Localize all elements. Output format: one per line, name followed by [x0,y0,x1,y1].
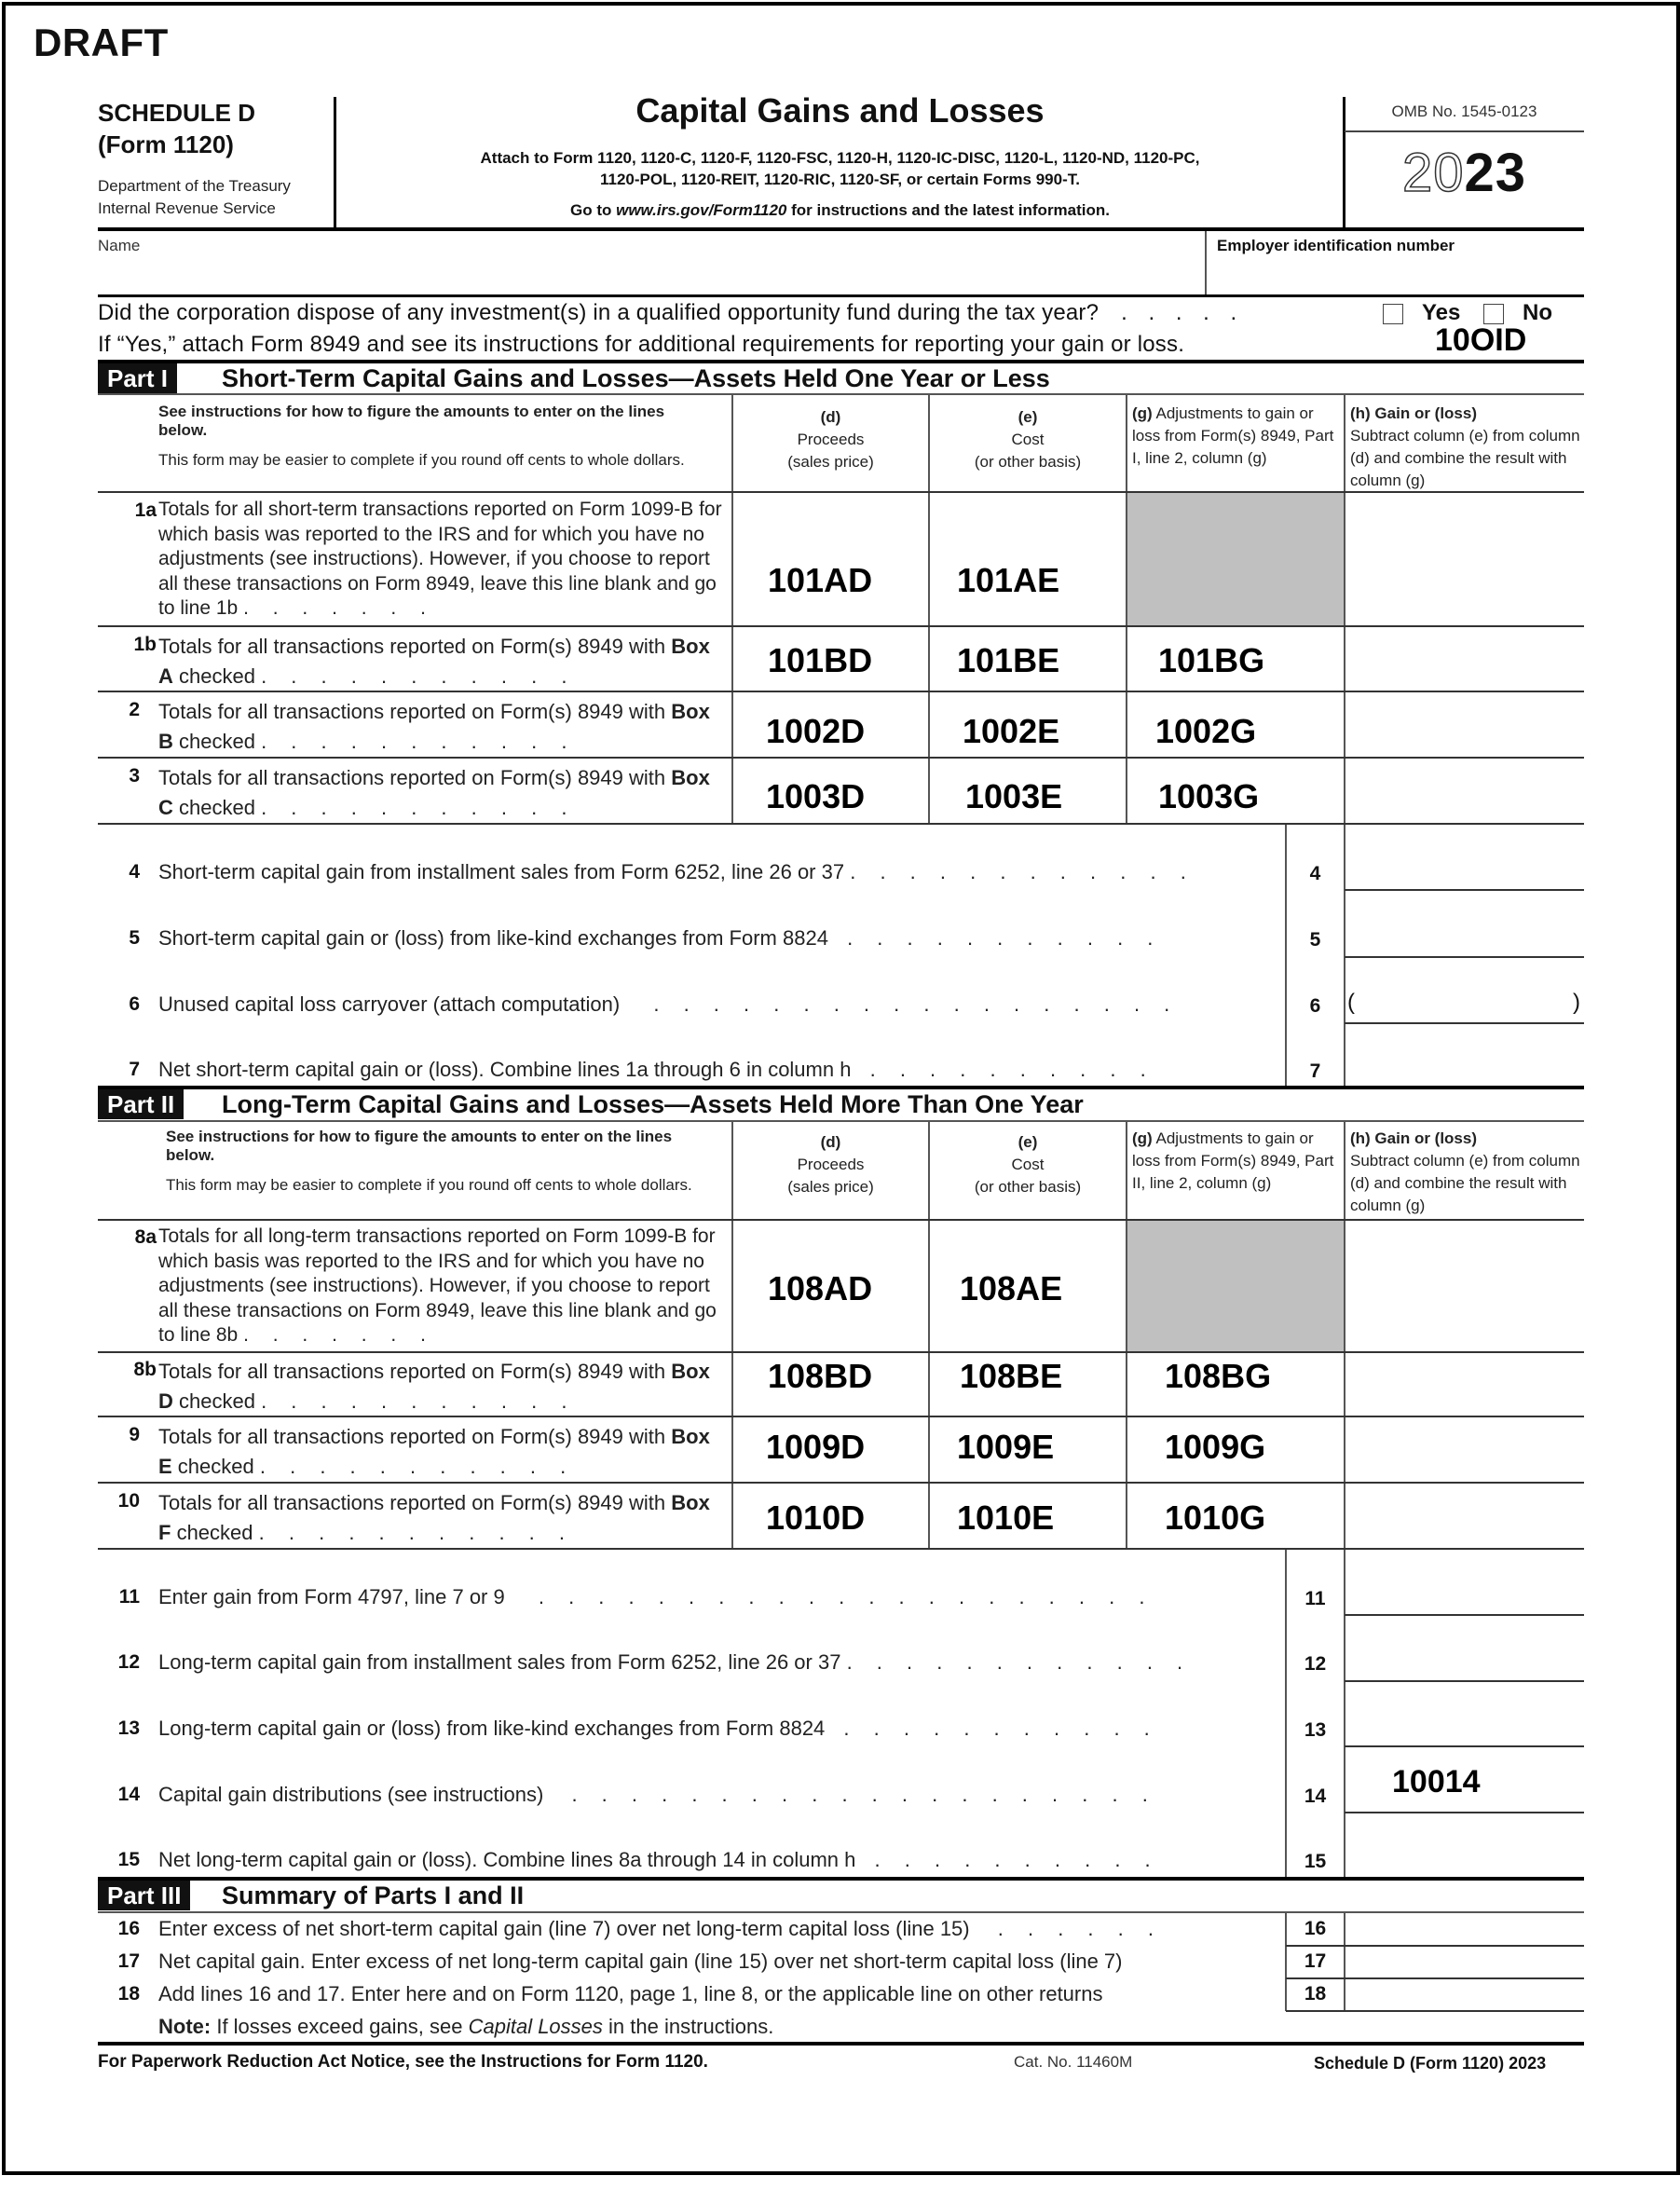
col-e-line2: (or other basis) [974,453,1082,471]
line-5-desc: Short-term capital gain or (loss) from like-kind exchanges from Form 8824 [158,926,828,950]
line-9-dots: . . . . . . . . . . . [259,1455,576,1478]
line-3-h-input[interactable] [1345,759,1584,823]
line-number-3: 3 [129,765,140,787]
line-1b-g-value[interactable]: 101BG [1158,641,1265,679]
p2-col-h-desc: Subtract column (e) from column (d) and combine the result with column (g) [1350,1152,1580,1214]
line-4-text [158,859,1195,884]
line-7-input[interactable] [1345,1024,1584,1086]
part2-instr-plain: This form may be easier to complete if you round off cents to whole dollars. [166,1176,692,1194]
part2-label: Part II [98,1089,184,1119]
line-8b-e-value[interactable]: 108BE [960,1357,1063,1395]
col-g-header [1132,403,1343,470]
line-9-text [158,1422,717,1482]
line-16-desc: Enter excess of net short-term capital gain (line 7) over net long-term capital loss (line 15) [158,1917,970,1940]
line-number-5: 5 [129,927,140,949]
line-15-box-number: 15 [1304,1851,1327,1872]
qof-no-checkbox[interactable] [1483,304,1504,324]
p2-col-e-border [928,1120,930,1549]
col-e-line1: Cost [1011,431,1045,448]
line-10-checked: checked [171,1521,253,1544]
dept-line1: Department of the Treasury [98,177,291,195]
line-2-g-value[interactable]: 1002G [1155,712,1257,750]
line-5-dots: . . . . . . . . . . . [847,926,1163,950]
goto-prefix: Go to [569,201,617,219]
line-3-dots: . . . . . . . . . . . [261,796,577,819]
line-11-text [158,1584,1154,1609]
p1-col-e-border [928,393,930,824]
omb-rule [1345,130,1584,132]
line-11-box-number: 11 [1304,1588,1326,1609]
ein-input[interactable] [1211,259,1580,293]
irs-link[interactable]: www.irs.gov/Form1120 [616,201,787,219]
ein-divider [1205,231,1207,296]
line-2-desc: Totals for all transactions reported on Form(s) 8949 with [158,700,672,723]
line-number-8b: 8b [133,1359,157,1380]
p2-col-d-header [732,1131,929,1198]
line-9-g-value[interactable]: 1009G [1165,1428,1266,1466]
line-9-box: Box E [158,1425,710,1478]
line-12-desc: Long-term capital gain from installment sales from Form 6252, line 26 or 37 [158,1650,841,1674]
qof-question [98,300,1244,326]
line-6-paren-close: ) [1573,990,1580,1015]
part1-instr-plain: This form may be easier to complete if you round off cents to whole dollars. [158,451,685,469]
line-18-box-number: 18 [1304,1983,1327,2005]
line-7-dots: . . . . . . . . . . [869,1058,1155,1081]
qof-followup: If “Yes,” attach Form 8949 and see its instructions for additional requirements for reporting your gain or loss. [98,332,1185,357]
line-4-desc: Short-term capital gain from installment sales from Form 6252, line 26 or 37 [158,860,845,883]
line-6-text [158,992,1179,1017]
qof-dots: . . . . . [1121,300,1245,325]
line-2-box: Box B [158,700,710,753]
line-16-input[interactable] [1345,1913,1584,1945]
line-18-text: Add lines 16 and 17. Enter here and on Form 1120, page 1, line 8, or the applicable line on other returns [158,1982,1103,2005]
p2-col-d-line1: Proceeds [797,1156,865,1173]
p2-col-h-title: (h) Gain or (loss) [1350,1129,1477,1147]
line-9-checked: checked [171,1455,254,1478]
p2-col-e-header [929,1131,1127,1198]
line-7-text [158,1057,1155,1082]
line-10-desc: Totals for all transactions reported on Form(s) 8949 with [158,1491,672,1514]
line-number-15: 15 [117,1849,140,1870]
line-1b-e-value[interactable]: 101BE [957,641,1060,679]
line-8b-box: Box D [158,1360,710,1413]
line-9-d-value[interactable]: 1009D [766,1428,866,1466]
line-16-text [158,1916,1163,1941]
qof-no-label: No [1523,300,1552,325]
line-3-checked: checked [172,796,255,819]
line-10-h-input[interactable] [1345,1484,1584,1548]
line-17-text: Net capital gain. Enter excess of net long-term capital gain (line 15) over net short-term capital loss (line 7) [158,1950,1123,1973]
dept-line2: Internal Revenue Service [98,199,276,217]
line-2-e-value[interactable]: 1002E [963,712,1060,750]
qof-yes-label: Yes [1422,300,1461,325]
line-9-e-value[interactable]: 1009E [957,1428,1055,1466]
part2-title: Long-Term Capital Gains and Losses—Assets Held More Than One Year [222,1090,1084,1118]
line-3-g-value[interactable]: 1003G [1158,777,1260,815]
col-d-header [732,406,929,473]
line-8a-text [158,1225,723,1348]
line-8a-dots: . . . . . . . [243,1324,435,1346]
line-11-input[interactable] [1345,1550,1584,1614]
schedule-label: SCHEDULE D [98,99,256,127]
line-1b-h-input[interactable] [1345,627,1584,691]
line-10-g-value[interactable]: 1010G [1165,1498,1266,1537]
name-label: Name [98,237,141,254]
line-1b-desc: Totals for all transactions reported on Form(s) 8949 with [158,635,672,658]
line-8a-d-value[interactable]: 108AD [768,1269,873,1307]
p1-row1a-g-shaded [1127,493,1344,625]
line-6-desc: Unused capital loss carryover (attach computation) [158,992,621,1016]
qof-field-code: 10OID [1435,322,1527,358]
line-15-dots: . . . . . . . . . . [874,1848,1160,1871]
p1-col-d-border [731,393,733,824]
p3-line18-rule [1286,2010,1584,2012]
line-number-9: 9 [129,1424,140,1445]
line-8a-e-value[interactable]: 108AE [960,1269,1063,1307]
line-9-desc: Totals for all transactions reported on Form(s) 8949 with [158,1425,672,1448]
col-g-desc: Adjustments to gain or loss from Form(s) 8949, Part I, line 2, column (g) [1132,404,1334,467]
line-number-14: 14 [117,1784,140,1805]
line-13-desc: Long-term capital gain or (loss) from like-kind exchanges from Form 8824 [158,1717,826,1740]
schedule-id [98,97,255,160]
col-h-header [1350,403,1583,492]
line-12-text [158,1649,1192,1675]
line-18-input[interactable] [1345,1979,1584,2010]
line-15-text [158,1847,1160,1872]
line-15-desc: Net long-term capital gain or (loss). Combine lines 8a through 14 in column h [158,1848,856,1871]
line-1a-dots: . . . . . . . [243,597,435,619]
line-3-desc: Totals for all transactions reported on Form(s) 8949 with [158,766,672,789]
line-8a-desc: Totals for all long-term transactions reported on Form 1099-B for which basis was reported to the IRS and for which you have no adjustments (see instructions). However, if you choose to report all these transactions on Form 8949, leave this line blank and go to line 8b [158,1225,717,1346]
line-number-11: 11 [118,1586,140,1608]
line-number-2: 2 [129,699,140,720]
line-12-input[interactable] [1345,1616,1584,1680]
line-5-input[interactable] [1345,891,1584,956]
line-15-input[interactable] [1345,1813,1584,1877]
line-16-box-number: 16 [1304,1918,1327,1939]
note-text-post: in the instructions. [602,2015,774,2038]
line-13-text [158,1716,1159,1741]
footer-rule [98,2042,1584,2046]
part2-instr-bold: See instructions for how to figure the amounts to enter on the lines below. [166,1128,673,1164]
p2-col-h-header [1350,1128,1583,1217]
line-14-box-number: 14 [1304,1786,1327,1807]
line-1b-box: Box A [158,635,710,688]
col-h-title: (h) Gain or (loss) [1350,404,1477,422]
line-10-d-value[interactable]: 1010D [766,1498,866,1537]
line-number-6: 6 [129,993,140,1015]
line-8a-h-input[interactable] [1345,1221,1584,1351]
line-3-box: Box C [158,766,710,819]
line-11-dots: . . . . . . . . . . . . . . . . . . . . . [538,1585,1154,1608]
paperwork-notice: For Paperwork Reduction Act Notice, see the Instructions for Form 1120. [98,2052,708,2072]
p2-col-e-line1: Cost [1011,1156,1045,1173]
part1-title: Short-Term Capital Gains and Losses—Assets Held One Year or Less [222,364,1050,392]
line-4-dots: . . . . . . . . . . . . [850,860,1195,883]
line-number-17: 17 [117,1950,140,1972]
line-1a-text [158,498,723,622]
line-1a-d-value[interactable]: 101AD [768,561,873,599]
attach-line1: Attach to Form 1120, 1120-C, 1120-F, 1120-FSC, 1120-H, 1120-IC-DISC, 1120-L, 1120-ND, 1120-PC, [480,149,1200,167]
line-1b-dots: . . . . . . . . . . . [261,664,577,688]
year-outline: 20 [1401,143,1465,203]
cat-number: Cat. No. 11460M [1014,2053,1133,2071]
note-label: Note: [158,2015,212,2038]
line-5-text [158,925,1162,951]
col-d-line2: (sales price) [787,453,874,471]
line-number-18: 18 [117,1983,140,2005]
line-12-box-number: 12 [1304,1653,1327,1675]
line-number-1b: 1b [133,634,157,655]
line-8b-dots: . . . . . . . . . . . [261,1389,577,1413]
line-2-d-value[interactable]: 1002D [766,712,866,750]
line-17-input[interactable] [1345,1947,1584,1977]
name-bottom-rule [98,294,1584,297]
line-2-text [158,697,717,757]
part1-title-rule [98,393,1584,395]
line-4-box-number: 4 [1309,863,1321,884]
goto-suffix: for instructions and the latest information. [786,201,1111,219]
part1-label: Part I [98,363,177,393]
p2-col-d-line2: (sales price) [787,1178,874,1196]
line-14-value[interactable]: 10014 [1392,1764,1481,1799]
col-g-letter: (g) [1132,404,1153,422]
p2-col-e-letter: (e) [1018,1133,1038,1151]
tax-year [1345,142,1584,204]
form-label: (Form 1120) [98,130,234,158]
line-8b-g-value[interactable]: 108BG [1165,1357,1272,1395]
header-bottom-rule [98,227,1584,231]
line-7-box-number: 7 [1309,1060,1321,1082]
draft-watermark: DRAFT [34,21,169,64]
line-8b-h-input[interactable] [1345,1353,1584,1416]
col-d-letter: (d) [820,408,841,426]
p2-col-g-header [1132,1128,1343,1195]
line-6-paren-open: ( [1347,990,1355,1015]
line-9-h-input[interactable] [1345,1417,1584,1482]
p1-line5-rule [1345,956,1584,958]
line-11-desc: Enter gain from Form 4797, line 7 or 9 [158,1585,505,1608]
line-16-dots: . . . . . . [997,1917,1163,1940]
line-10-e-value[interactable]: 1010E [957,1498,1055,1537]
line-2-dots: . . . . . . . . . . . [261,730,577,753]
line-number-8a: 8a [134,1226,157,1248]
line-1a-h-input[interactable] [1345,493,1584,625]
line-13-dots: . . . . . . . . . . . [843,1717,1159,1740]
line-number-12: 12 [117,1651,140,1673]
line-number-4: 4 [129,861,140,883]
line-6-input[interactable] [1357,960,1571,1021]
year-bold: 23 [1464,143,1527,203]
form-footer-id: Schedule D (Form 1120) 2023 [1314,2054,1547,2073]
line-1a-desc: Totals for all short-term transactions reported on Form 1099-B for which basis was reported to the IRS and for which you have no adjustments (see instructions). However, if you choose to report all these transactions on Form 8949, leave this line blank and go to line 1b [158,499,722,619]
line-10-text [158,1488,717,1548]
line-number-13: 13 [117,1717,140,1739]
p2-line13-rule [1345,1745,1584,1747]
line-2-h-input[interactable] [1345,692,1584,757]
part1-instr-bold: See instructions for how to figure the amounts to enter on the lines below. [158,403,665,439]
p2-col-g-letter: (g) [1132,1129,1153,1147]
line-8b-desc: Totals for all transactions reported on Form(s) 8949 with [158,1360,672,1383]
part3-note [158,2014,773,2039]
line-6-box-number: 6 [1309,995,1321,1017]
ein-label: Employer identification number [1217,237,1455,254]
line-2-checked: checked [172,730,255,753]
line-3-e-value[interactable]: 1003E [965,777,1063,815]
line-3-d-value[interactable]: 1003D [766,777,866,815]
col-e-header [929,406,1127,473]
line-1b-text [158,632,717,691]
line-12-dots: . . . . . . . . . . . . [846,1650,1193,1674]
line-7-desc: Net short-term capital gain or (loss). Combine lines 1a through 6 in column h [158,1058,852,1081]
line-14-text [158,1782,1157,1807]
line-8b-d-value[interactable]: 108BD [768,1357,873,1395]
line-1a-e-value[interactable]: 101AE [957,561,1060,599]
name-input[interactable] [98,259,1203,293]
line-5-box-number: 5 [1309,929,1321,951]
line-number-16: 16 [117,1918,140,1939]
omb-number: OMB No. 1545-0123 [1391,103,1537,120]
line-13-box-number: 13 [1304,1719,1327,1741]
line-number-10: 10 [117,1490,140,1512]
line-14-desc: Capital gain distributions (see instructions) [158,1783,544,1806]
line-13-input[interactable] [1345,1682,1584,1745]
qof-question-text: Did the corporation dispose of any investment(s) in a qualified opportunity fund during the tax year? [98,300,1100,325]
line-17-box-number: 17 [1304,1950,1327,1972]
line-8b-text [158,1357,717,1416]
line-4-input[interactable] [1345,825,1584,889]
note-text-pre: If losses exceed gains, see [211,2015,469,2038]
line-1b-d-value[interactable]: 101BD [768,641,873,679]
form-title: Capital Gains and Losses [635,91,1045,130]
part3-title: Summary of Parts I and II [222,1881,525,1909]
p2-col-e-line2: (or other basis) [974,1178,1082,1196]
part3-label: Part III [98,1881,190,1910]
line-6-dots: . . . . . . . . . . . . . . . . . . [653,992,1180,1016]
line-14-dots: . . . . . . . . . . . . . . . . . . . . [571,1783,1157,1806]
line-number-7: 7 [129,1059,140,1080]
col-d-line1: Proceeds [797,431,865,448]
part2-title-rule [98,1120,1584,1122]
attach-instructions [335,147,1345,190]
p2-col-d-border [731,1120,733,1549]
line-3-text [158,763,717,823]
department [98,175,291,220]
attach-line2: 1120-POL, 1120-REIT, 1120-RIC, 1120-SF, or certain Forms 990-T. [600,171,1080,188]
line-1b-checked: checked [172,664,255,688]
line-10-dots: . . . . . . . . . . . [258,1521,574,1544]
p2-row8a-g-shaded [1127,1221,1344,1351]
line-8b-checked: checked [172,1389,255,1413]
line-number-1a: 1a [134,499,157,521]
p2-col-d-letter: (d) [820,1133,841,1151]
p2-col-g-desc: Adjustments to gain or loss from Form(s) 8949, Part II, line 2, column (g) [1132,1129,1334,1192]
col-h-desc: Subtract column (e) from column (d) and combine the result with column (g) [1350,427,1580,489]
goto-instructions [335,201,1345,220]
note-italic: Capital Losses [468,2015,603,2038]
qof-yes-checkbox[interactable] [1383,304,1403,324]
col-e-letter: (e) [1018,408,1038,426]
line-10-box: Box F [158,1491,710,1544]
